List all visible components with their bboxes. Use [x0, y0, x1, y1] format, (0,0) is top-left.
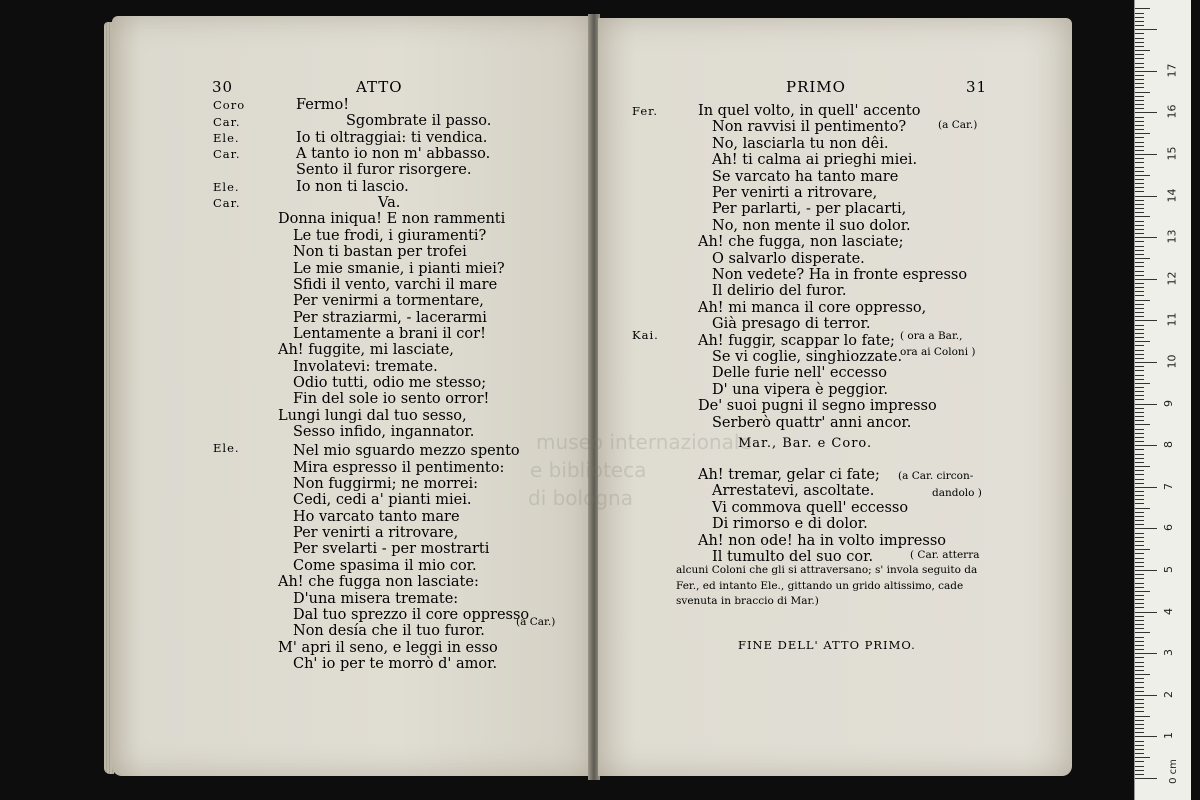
ruler-tick [1135, 271, 1144, 272]
verse-line: Ho varcato tanto mare [293, 509, 460, 525]
ruler-tick [1135, 38, 1144, 39]
ruler-tick [1135, 329, 1144, 330]
ruler-tick [1135, 408, 1144, 409]
ruler-tick [1135, 233, 1144, 234]
ruler-tick [1135, 441, 1144, 442]
ruler-number: 5 [1162, 566, 1175, 573]
ruler-tick [1135, 770, 1144, 771]
ruler-number: 14 [1165, 188, 1179, 203]
ruler-tick [1135, 570, 1157, 571]
ruler-tick [1135, 383, 1150, 384]
ruler-tick [1135, 46, 1144, 47]
ruler-tick [1135, 433, 1144, 434]
verse-line: Va. [378, 195, 401, 211]
ruler-tick [1135, 541, 1144, 542]
ruler-number: 1 [1162, 732, 1175, 740]
ruler-tick [1135, 545, 1144, 546]
ruler-tick [1135, 300, 1150, 301]
verse-line: A tanto io non m' abbasso. [296, 146, 491, 162]
ruler-tick [1135, 628, 1144, 629]
ruler-tick [1135, 191, 1144, 192]
ruler-tick [1135, 620, 1144, 621]
ruler-tick [1135, 736, 1157, 737]
ruler-tick [1135, 591, 1150, 592]
ruler-tick [1135, 112, 1157, 113]
ruler-tick [1135, 603, 1144, 604]
ruler-number: 11 [1165, 312, 1179, 327]
verse-line: D'una misera tremate: [293, 591, 459, 607]
ruler-tick [1135, 416, 1144, 417]
ruler-tick [1135, 395, 1144, 396]
ruler-tick [1135, 333, 1144, 334]
ruler-tick [1135, 524, 1144, 525]
ruler-tick [1135, 254, 1144, 255]
ruler-number: 16 [1165, 104, 1179, 119]
ruler-tick [1135, 716, 1150, 717]
ruler-tick [1135, 42, 1144, 43]
ruler-tick [1135, 766, 1144, 767]
ruler-tick [1135, 637, 1144, 638]
verse-line: Le mie smanie, i pianti miei? [293, 261, 505, 277]
ruler-tick [1135, 79, 1144, 80]
ruler-tick [1135, 104, 1144, 105]
ruler-tick [1135, 491, 1144, 492]
ruler-tick [1135, 670, 1144, 671]
ruler-tick [1135, 33, 1144, 34]
ruler-tick [1135, 516, 1144, 517]
verse-line: Per venirti a ritrovare, [712, 185, 878, 201]
chorus-line: Arrestatevi, ascoltate. [712, 483, 875, 499]
ruler-tick [1135, 54, 1144, 55]
ruler-tick [1135, 96, 1144, 97]
chorus-line: Il tumulto del suo cor. [712, 549, 874, 565]
ruler-tick [1135, 583, 1144, 584]
ruler-tick [1135, 512, 1144, 513]
ruler-tick [1135, 595, 1144, 596]
ruler-tick [1135, 645, 1144, 646]
verse-line: Io ti oltraggiai: ti vendica. [296, 130, 488, 146]
ruler-tick [1135, 291, 1144, 292]
ruler-tick [1135, 761, 1144, 762]
ruler-tick [1135, 682, 1144, 683]
ruler-tick [1135, 562, 1144, 563]
ruler-number: 10 [1165, 354, 1179, 369]
ruler-tick [1135, 83, 1144, 84]
verse-line: In quel volto, in quell' accento [698, 103, 921, 119]
ruler-tick [1135, 158, 1144, 159]
verse-line: Serberò quattr' anni ancor. [712, 415, 912, 431]
ruler-tick [1135, 150, 1144, 151]
watermark-line-1: museo internazionale [536, 430, 752, 454]
ruler-tick [1135, 29, 1157, 30]
verse-line: Non ti bastan per trofei [293, 244, 467, 260]
ruler-tick [1135, 17, 1144, 18]
verse-line: Fermo! [296, 97, 350, 113]
right-note-ora-a-bar: ( ora a Bar., [900, 330, 963, 342]
verse-line: Cedi, cedi a' pianti miei. [293, 492, 472, 508]
ruler-tick [1135, 753, 1144, 754]
ruler-number: 8 [1162, 441, 1175, 449]
ruler-tick [1135, 71, 1157, 72]
verse-line: Per venirti a ritrovare, [293, 525, 459, 541]
ruler-tick [1135, 108, 1144, 109]
ruler-tick [1135, 649, 1144, 650]
ruler-number: 15 [1165, 146, 1179, 161]
speaker-label: Ele. [213, 180, 240, 194]
ruler-tick [1135, 154, 1157, 155]
ruler-tick [1135, 449, 1144, 450]
ruler-tick [1135, 587, 1144, 588]
ruler-tick [1135, 632, 1150, 633]
ruler-number: 3 [1162, 649, 1175, 657]
watermark-line-2: e biblioteca [530, 458, 647, 482]
ruler-tick [1135, 187, 1144, 188]
end-of-act: FINE DELL' ATTO PRIMO. [738, 638, 916, 652]
ruler-tick [1135, 745, 1144, 746]
stage-direction: alcuni Coloni che gli si attraversano; s' invola seguito da Fer., ed intanto Ele., gittando un grido altissimo, cade svenuta in braccio di Mar.) [676, 564, 978, 607]
ruler-tick [1135, 341, 1150, 342]
verse-line: Mira espresso il pentimento: [293, 460, 505, 476]
ruler-tick [1135, 225, 1144, 226]
ruler-tick [1135, 320, 1157, 321]
ruler-tick [1135, 146, 1144, 147]
ruler-tick [1135, 678, 1144, 679]
right-note-circondandolo-1: (a Car. circon- [898, 470, 974, 482]
ruler-number: 6 [1162, 524, 1175, 532]
verse-line: Donna iniqua! E non rammenti [278, 211, 506, 227]
ruler-tick [1135, 757, 1150, 758]
verse-line: Ah! che fugga non lasciate: [278, 574, 479, 590]
right-note-a-car: (a Car.) [938, 119, 978, 131]
ruler-tick [1135, 279, 1157, 280]
ruler-tick [1135, 316, 1144, 317]
ruler-tick [1135, 216, 1150, 217]
ruler-tick [1135, 424, 1150, 425]
ruler-tick [1135, 774, 1144, 775]
speaker-label: Car. [213, 196, 241, 210]
ruler-tick [1135, 121, 1144, 122]
ruler-tick [1135, 483, 1144, 484]
speaker-label: Kai. [632, 328, 659, 342]
ruler-number: 17 [1165, 63, 1179, 78]
ruler-tick [1135, 221, 1144, 222]
ruler-tick [1135, 25, 1144, 26]
ruler-tick [1135, 474, 1144, 475]
ruler-tick [1135, 125, 1144, 126]
verse-line: Non desía che il tuo furor. [293, 623, 485, 639]
ruler-tick [1135, 67, 1144, 68]
ruler-tick [1135, 337, 1144, 338]
verse-line: Non fuggirmi; ne morrei: [293, 476, 479, 492]
verse-line: Per svelarti - per mostrarti [293, 541, 490, 557]
ruler-tick [1135, 379, 1144, 380]
ruler-tick [1135, 687, 1144, 688]
ruler-tick [1135, 429, 1144, 430]
ruler-tick [1135, 566, 1144, 567]
ruler-tick [1135, 537, 1144, 538]
ruler-tick [1135, 741, 1144, 742]
ruler-tick [1135, 345, 1144, 346]
ruler-number: 12 [1165, 271, 1179, 286]
ruler-tick [1135, 412, 1144, 413]
verse-line: Per venirmi a tormentare, [293, 293, 484, 309]
ruler-tick [1135, 250, 1144, 251]
ruler-tick [1135, 287, 1144, 288]
verse-line: O salvarlo disperate. [712, 251, 865, 267]
left-page-number: 30 [212, 78, 234, 96]
ruler-tick [1135, 8, 1150, 9]
verse-line: Nel mio sguardo mezzo spento [293, 443, 520, 459]
ruler-tick [1135, 391, 1144, 392]
ruler-tick [1135, 275, 1144, 276]
ruler-number: 13 [1165, 229, 1179, 244]
ruler-tick [1135, 366, 1144, 367]
ruler-number: 7 [1162, 482, 1175, 490]
ruler-tick [1135, 404, 1157, 405]
verse-line: Ah! fuggir, scappar lo fate; [698, 333, 895, 349]
ruler-tick [1135, 13, 1144, 14]
verse-line: Delle furie nell' eccesso [712, 365, 887, 381]
ruler-tick [1135, 87, 1144, 88]
ruler-tick [1135, 237, 1157, 238]
ruler-tick [1135, 229, 1144, 230]
ruler-tick [1135, 283, 1144, 284]
ruler-tick [1135, 117, 1144, 118]
ruler-tick [1135, 262, 1144, 263]
ruler-tick [1135, 549, 1150, 550]
verse-line: No, non mente il suo dolor. [712, 218, 911, 234]
ruler-tick [1135, 241, 1144, 242]
ruler-tick [1135, 749, 1144, 750]
ruler-tick [1135, 350, 1144, 351]
ruler-tick [1135, 50, 1150, 51]
verse-line: Le tue frodi, i giuramenti? [293, 228, 487, 244]
verse-line: Il delirio del furor. [712, 283, 847, 299]
ruler-tick [1135, 503, 1144, 504]
ruler-tick [1135, 308, 1144, 309]
verse-line: Per straziarmi, - lacerarmi [293, 310, 487, 326]
ruler-tick [1135, 691, 1144, 692]
left-stage-note: (a Car.) [516, 616, 556, 628]
ruler-tick [1135, 616, 1144, 617]
ruler-tick [1135, 558, 1144, 559]
verse-line: Ch' io per te morrò d' amor. [293, 656, 498, 672]
ruler-tick [1135, 574, 1144, 575]
ruler-tick [1135, 304, 1144, 305]
ruler-tick [1135, 458, 1144, 459]
ruler-tick [1135, 641, 1144, 642]
chorus-line: Vi commova quell' eccesso [712, 500, 909, 516]
ruler-tick [1135, 208, 1144, 209]
verse-line: Lungi lungi dal tuo sesso, [278, 408, 467, 424]
verse-line: Come spasima il mio cor. [293, 558, 477, 574]
ruler-tick [1135, 325, 1144, 326]
verse-line: Ah! che fugga, non lasciate; [698, 234, 904, 250]
ruler-tick [1135, 612, 1157, 613]
ruler-tick [1135, 437, 1144, 438]
right-note-circondandolo-2: dandolo ) [932, 487, 982, 499]
verse-line: Già presago di terror. [712, 316, 871, 332]
ruler-tick [1135, 653, 1157, 654]
verse-line: Fin del sole io sento orror! [293, 391, 490, 407]
ruler-tick [1135, 703, 1144, 704]
ruler-tick [1135, 420, 1144, 421]
speaker-label: Coro [213, 98, 246, 112]
ruler-tick [1135, 312, 1144, 313]
ruler-tick [1135, 487, 1157, 488]
ruler-tick [1135, 196, 1157, 197]
speaker-label: Car. [213, 147, 241, 161]
right-running-head: PRIMO [786, 78, 846, 96]
verse-line: Sgombrate il passo. [346, 113, 492, 129]
ruler-tick [1135, 778, 1157, 779]
ruler-tick [1135, 58, 1144, 59]
ruler-tick [1135, 21, 1144, 22]
chorus-line: Ah! non ode! ha in volto impresso [698, 533, 946, 549]
ruler-tick [1135, 92, 1150, 93]
ruler-unit-label: 0 cm [1167, 759, 1179, 784]
ruler-tick [1135, 695, 1157, 696]
ruler-tick [1135, 499, 1144, 500]
right-page-number: 31 [966, 78, 988, 96]
ruler-tick [1135, 175, 1150, 176]
ruler-tick [1135, 129, 1144, 130]
ruler-tick [1135, 533, 1144, 534]
ruler-tick [1135, 133, 1150, 134]
verse-line: No, lasciarla tu non dêi. [712, 136, 889, 152]
verse-line: Sesso infido, ingannator. [293, 424, 475, 440]
speaker-label: Fer. [632, 104, 659, 118]
ruler-tick [1135, 137, 1144, 138]
ruler-tick [1135, 183, 1144, 184]
verse-line: Ah! ti calma ai prieghi miei. [712, 152, 918, 168]
ruler-tick [1135, 470, 1144, 471]
ruler-tick [1135, 387, 1144, 388]
ruler-tick [1135, 720, 1144, 721]
ruler-tick [1135, 707, 1144, 708]
ruler-number: 2 [1162, 690, 1175, 698]
watermark-line-3: di bologna [528, 486, 633, 510]
ruler-tick [1135, 495, 1144, 496]
ruler-tick [1135, 295, 1144, 296]
ruler-tick [1135, 358, 1144, 359]
verse-line: Involatevi: tremate. [293, 359, 438, 375]
ruler-tick [1135, 553, 1144, 554]
right-note-car-atterra: ( Car. atterra [910, 549, 980, 561]
ruler-tick [1135, 445, 1157, 446]
ruler-tick [1135, 100, 1144, 101]
ruler-number: 4 [1162, 607, 1175, 615]
ruler-number: 9 [1162, 399, 1175, 407]
verse-line: Io non ti lascio. [296, 179, 409, 195]
ruler-tick [1135, 204, 1144, 205]
ruler-tick [1135, 528, 1157, 529]
ruler-tick [1135, 212, 1144, 213]
ruler-tick [1135, 362, 1157, 363]
speaker-label: Ele. [213, 441, 240, 455]
ruler-tick [1135, 454, 1144, 455]
ruler-tick [1135, 63, 1144, 64]
verse-line: De' suoi pugni il segno impresso [698, 398, 937, 414]
ruler-tick [1135, 732, 1144, 733]
verse-line: D' una vipera è peggior. [712, 382, 888, 398]
speaker-label: Ele. [213, 131, 240, 145]
ruler-tick [1135, 370, 1144, 371]
ruler-tick [1135, 657, 1144, 658]
ruler-tick [1135, 171, 1144, 172]
ruler-tick [1135, 578, 1144, 579]
ruler-tick [1135, 724, 1144, 725]
verse-line: Non ravvisi il pentimento? [712, 119, 907, 135]
verse-line: Se vi coglie, singhiozzate. [712, 349, 903, 365]
left-running-head: ATTO [356, 78, 403, 96]
ruler-tick [1135, 167, 1144, 168]
ruler-tick [1135, 508, 1150, 509]
ruler-tick [1135, 246, 1144, 247]
ruler-tick [1135, 666, 1144, 667]
ruler-tick [1135, 699, 1144, 700]
ruler-tick [1135, 399, 1144, 400]
ruler-tick [1135, 354, 1144, 355]
verse-line: Ah! mi manca il core oppresso, [698, 300, 927, 316]
verse-line: Per parlarti, - per placarti, [712, 201, 907, 217]
verse-line: Se varcato ha tanto mare [712, 169, 899, 185]
ruler-tick [1135, 711, 1144, 712]
measurement-ruler [1134, 0, 1191, 800]
verse-line: Sfidi il vento, varchi il mare [293, 277, 498, 293]
verse-line: Dal tuo sprezzo il core oppresso [293, 607, 530, 623]
verse-line: Lentamente a brani il cor! [293, 326, 486, 342]
ruler-tick [1135, 200, 1144, 201]
verse-line: Non vedete? Ha in fronte espresso [712, 267, 968, 283]
ruler-tick [1135, 662, 1144, 663]
verse-line: Ah! fuggite, mi lasciate, [278, 342, 454, 358]
ruler-tick [1135, 607, 1144, 608]
ruler-tick [1135, 75, 1144, 76]
ruler-tick [1135, 520, 1144, 521]
chorus-line: Di rimorso e di dolor. [712, 516, 868, 532]
ruler-tick [1135, 674, 1150, 675]
ruler-tick [1135, 466, 1150, 467]
ruler-tick [1135, 142, 1144, 143]
ruler-tick [1135, 599, 1144, 600]
chorus-heading: Mar., Bar. e Coro. [738, 436, 873, 451]
ruler-tick [1135, 462, 1144, 463]
ruler-tick [1135, 179, 1144, 180]
ruler-tick [1135, 375, 1144, 376]
verse-line: Sento il furor risorgere. [296, 162, 472, 178]
ruler-tick [1135, 728, 1144, 729]
ruler-tick [1135, 266, 1144, 267]
speaker-label: Car. [213, 115, 241, 129]
ruler-tick [1135, 624, 1144, 625]
right-note-ora-ai-coloni: ora ai Coloni ) [900, 346, 976, 358]
ruler-tick [1135, 162, 1144, 163]
verse-line: Odio tutti, odio me stesso; [293, 375, 487, 391]
ruler-tick [1135, 258, 1150, 259]
chorus-line: Ah! tremar, gelar ci fate; [698, 467, 880, 483]
ruler-tick [1135, 479, 1144, 480]
verse-line: M' apri il seno, e leggi in esso [278, 640, 498, 656]
